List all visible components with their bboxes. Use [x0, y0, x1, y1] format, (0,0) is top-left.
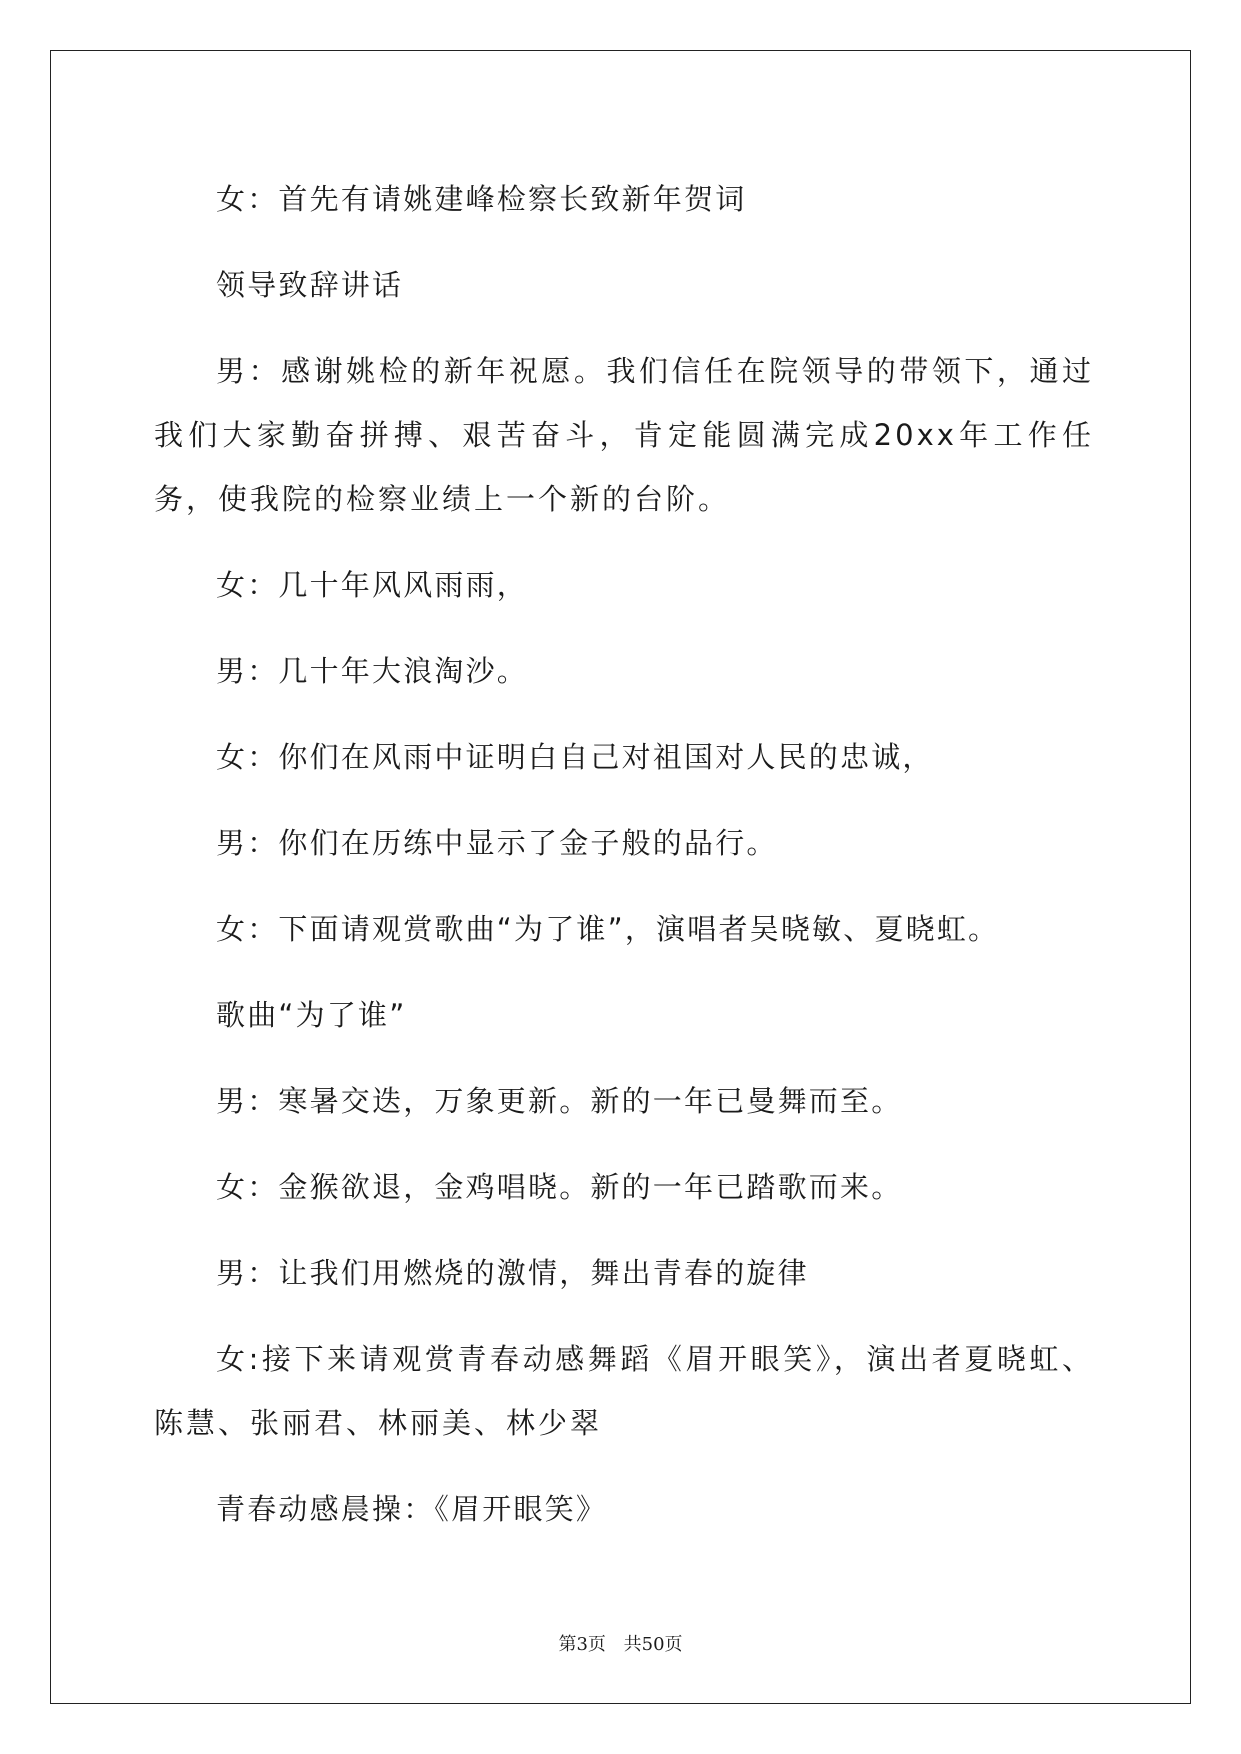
paragraph-4: 女：几十年风风雨雨，: [216, 568, 529, 602]
paragraph-10: 男：寒暑交迭，万象更新。新的一年已曼舞而至。: [216, 1084, 903, 1118]
paragraph-7: 男：你们在历练中显示了金子般的品行。: [216, 826, 778, 860]
paragraph-12: 男：让我们用燃烧的激情，舞出青春的旋律: [216, 1256, 809, 1290]
page-footer: [0, 1630, 1241, 1656]
paragraph-6: 女：你们在风雨中证明白自己对祖国对人民的忠诚，: [216, 740, 934, 774]
paragraph-5: 男：几十年大浪淘沙。: [216, 654, 529, 688]
paragraph-14: 青春动感晨操：《眉开眼笑》: [216, 1492, 608, 1526]
paragraph-3: 男：感谢姚检的新年祝愿。我们信任在院领导的带领下，通过我们大家勤奋拼搏、艰苦奋斗，肯定能圆满完成20xx年工作任务，使我院的检察业绩上一个新的台阶。: [154, 354, 1094, 516]
paragraph-9: 歌曲“为了谁”: [216, 998, 407, 1032]
paragraph-13: 女:接下来请观赏青春动感舞蹈《眉开眼笑》，演出者夏晓虹、陈慧、张丽君、林丽美、林少翠: [154, 1342, 1094, 1440]
paragraph-11: 女：金猴欲退，金鸡唱晓。新的一年已踏歌而来。: [216, 1170, 903, 1204]
document-body: [154, 167, 1094, 1563]
total-pages: 共50页: [623, 1634, 683, 1655]
paragraph-2: 领导致辞讲话: [216, 268, 404, 302]
page-number: 第3页: [558, 1634, 606, 1655]
paragraph-1: 女：首先有请姚建峰检察长致新年贺词: [216, 182, 747, 216]
paragraph-8: 女：下面请观赏歌曲“为了谁”，演唱者吴晓敏、夏晓虹。: [216, 912, 1000, 946]
